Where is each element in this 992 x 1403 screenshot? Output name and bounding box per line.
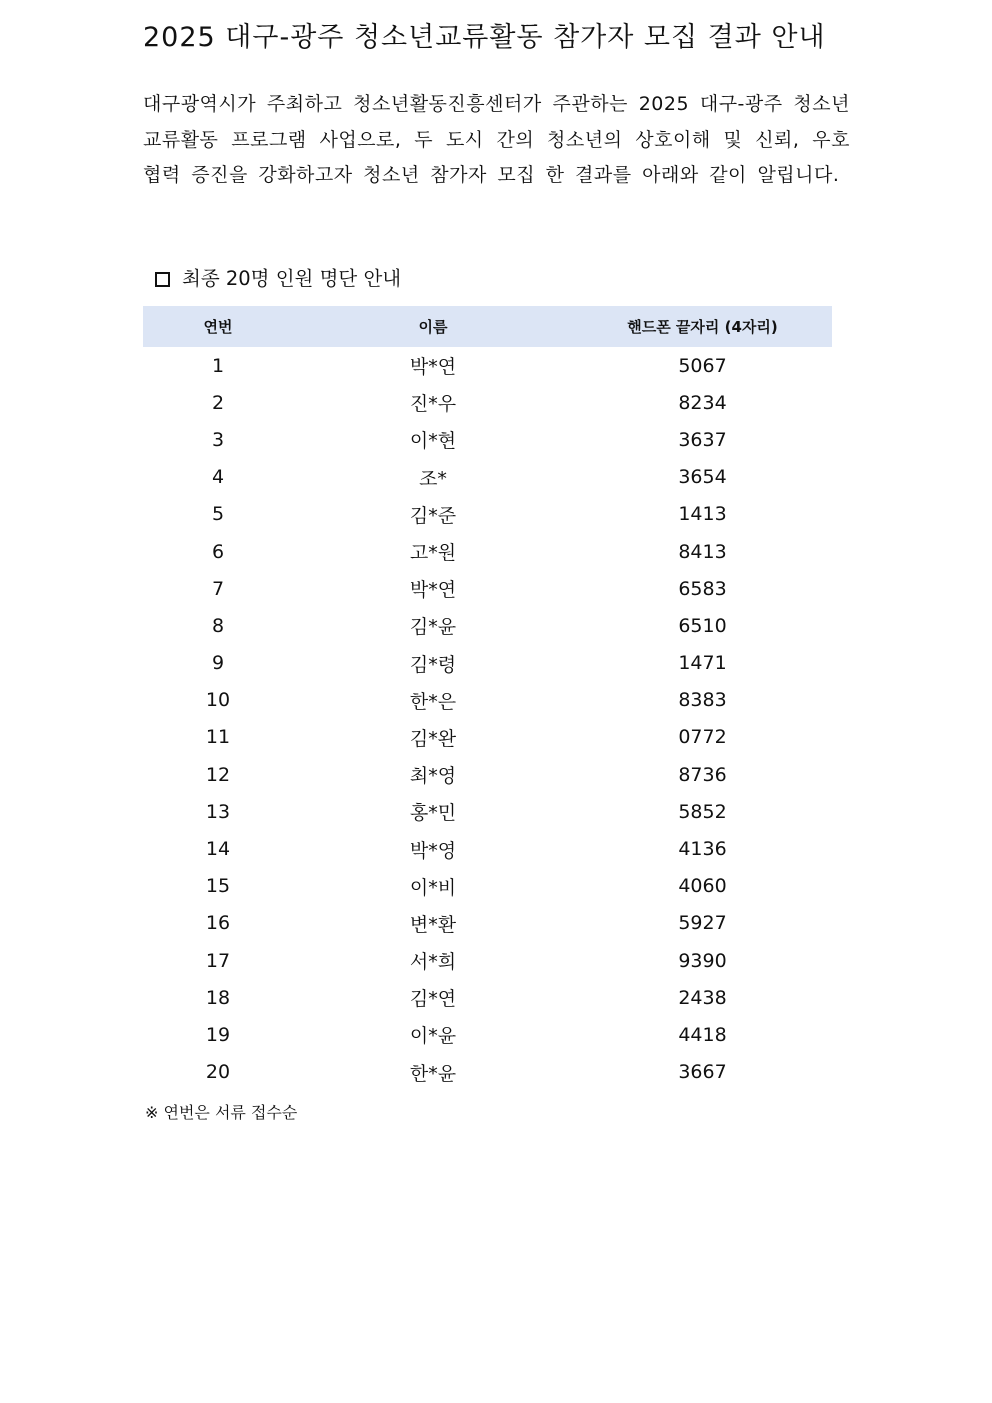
table-row bbox=[143, 533, 832, 570]
table-row bbox=[143, 459, 832, 496]
row-number: 19 bbox=[205, 1023, 231, 1046]
footnote: ※ 연번은 서류 접수순 bbox=[145, 1103, 298, 1122]
row-name: 이*윤 bbox=[409, 1025, 457, 1048]
row-number: 12 bbox=[205, 763, 231, 786]
row-name: 박*영 bbox=[409, 839, 457, 862]
checkbox-icon bbox=[155, 272, 170, 287]
table-row bbox=[143, 793, 832, 830]
row-number: 16 bbox=[205, 912, 231, 935]
row-number: 3 bbox=[211, 428, 225, 451]
table-row bbox=[143, 756, 832, 793]
row-number: 2 bbox=[211, 391, 225, 414]
table-row bbox=[143, 496, 832, 533]
row-name: 박*연 bbox=[409, 579, 457, 602]
header-number: 연번 bbox=[203, 318, 233, 336]
participant-table bbox=[143, 306, 832, 1091]
row-number: 13 bbox=[205, 800, 231, 823]
row-number: 15 bbox=[205, 875, 231, 898]
row-name: 홍*민 bbox=[409, 802, 457, 825]
row-name: 진*우 bbox=[409, 393, 457, 416]
row-phone: 8383 bbox=[678, 689, 727, 712]
table-row bbox=[143, 347, 832, 384]
row-name: 최*영 bbox=[409, 765, 457, 788]
row-number: 1 bbox=[211, 354, 225, 377]
row-number: 8 bbox=[211, 614, 225, 637]
row-name: 서*희 bbox=[409, 951, 457, 974]
header-phone: 핸드폰 끝자리 (4자리) bbox=[627, 318, 778, 336]
section-heading-text: 최종 20명 인원 명단 안내 bbox=[182, 267, 402, 290]
row-phone: 2438 bbox=[678, 986, 727, 1009]
row-name: 김*연 bbox=[409, 988, 457, 1011]
row-number: 14 bbox=[205, 838, 231, 861]
table-row bbox=[143, 979, 832, 1016]
table-row bbox=[143, 421, 832, 458]
row-number: 4 bbox=[211, 466, 225, 489]
row-name: 한*은 bbox=[409, 690, 457, 713]
table-row bbox=[143, 719, 832, 756]
row-phone: 4136 bbox=[678, 838, 727, 861]
table-body bbox=[143, 347, 832, 1091]
row-number: 10 bbox=[205, 689, 231, 712]
row-phone: 5852 bbox=[678, 800, 727, 823]
row-name: 박*연 bbox=[409, 356, 457, 379]
row-phone: 0772 bbox=[678, 726, 727, 749]
row-number: 9 bbox=[211, 652, 225, 675]
row-name: 김*윤 bbox=[409, 616, 457, 639]
table-row bbox=[143, 645, 832, 682]
row-phone: 1413 bbox=[678, 503, 727, 526]
table-row bbox=[143, 1016, 832, 1053]
row-phone: 8234 bbox=[678, 391, 727, 414]
row-phone: 8736 bbox=[678, 763, 727, 786]
row-name: 한*윤 bbox=[409, 1062, 457, 1085]
intro-paragraph: 대구광역시가 주최하고 청소년활동진흥센터가 주관하는 2025 대구-광주 청소년교류활동 프로그램 사업으로, 두 도시 간의 청소년의 상호이해 및 신뢰, 우호 협력 증진을 강화하고자 청소년 참가자 모집 한 결과를 아래와 같이 알립니다. bbox=[143, 93, 850, 186]
row-name: 이*비 bbox=[409, 876, 457, 899]
row-number: 20 bbox=[205, 1061, 231, 1084]
row-number: 7 bbox=[211, 577, 225, 600]
table-row bbox=[143, 905, 832, 942]
table-row bbox=[143, 830, 832, 867]
row-phone: 3667 bbox=[678, 1061, 727, 1084]
row-phone: 9390 bbox=[678, 949, 727, 972]
row-name: 김*준 bbox=[409, 504, 457, 527]
row-name: 김*완 bbox=[409, 727, 457, 750]
row-phone: 4418 bbox=[678, 1023, 727, 1046]
table-header bbox=[143, 306, 832, 347]
page-title: 2025 대구-광주 청소년교류활동 참가자 모집 결과 안내 bbox=[143, 22, 826, 53]
table-row bbox=[143, 868, 832, 905]
row-name: 김*령 bbox=[409, 653, 457, 676]
row-number: 5 bbox=[211, 503, 225, 526]
row-phone: 6583 bbox=[678, 577, 727, 600]
row-phone: 6510 bbox=[678, 614, 727, 637]
row-phone: 3654 bbox=[678, 466, 727, 489]
table-row bbox=[143, 942, 832, 979]
row-phone: 3637 bbox=[678, 428, 727, 451]
row-phone: 1471 bbox=[678, 652, 727, 675]
row-name: 고*원 bbox=[409, 542, 457, 565]
row-phone: 5067 bbox=[678, 354, 727, 377]
row-phone: 4060 bbox=[678, 875, 727, 898]
row-phone: 8413 bbox=[678, 540, 727, 563]
row-number: 6 bbox=[211, 540, 225, 563]
row-number: 17 bbox=[205, 949, 231, 972]
row-name: 이*현 bbox=[409, 430, 457, 453]
table-row bbox=[143, 1054, 832, 1091]
table-row bbox=[143, 607, 832, 644]
table-row bbox=[143, 384, 832, 421]
table-row bbox=[143, 682, 832, 719]
row-number: 18 bbox=[205, 986, 231, 1009]
row-name: 변*환 bbox=[409, 913, 457, 936]
header-name: 이름 bbox=[418, 318, 448, 336]
row-phone: 5927 bbox=[678, 912, 727, 935]
section-heading bbox=[155, 264, 401, 294]
table-row bbox=[143, 570, 832, 607]
row-name: 조* bbox=[419, 467, 447, 490]
row-number: 11 bbox=[205, 726, 231, 749]
